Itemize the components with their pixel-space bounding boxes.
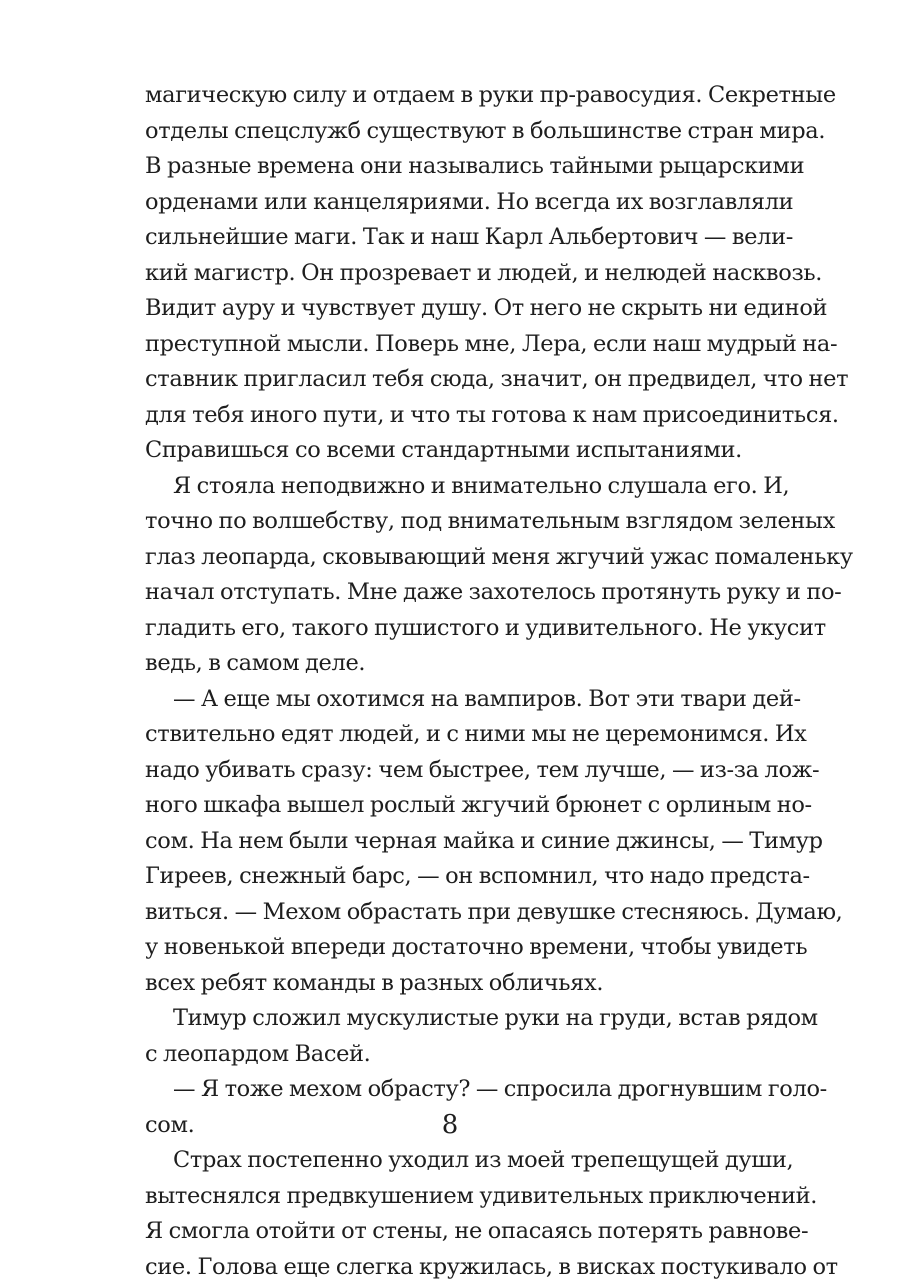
text-line: магическую силу и отдаем в руки пр-равосудия. Секретные (145, 78, 757, 114)
text-line: гладить его, такого пушистого и удивительного. Не укусит (145, 611, 757, 647)
text-line: точно по волшебству, под внимательным взглядом зеленых (145, 504, 757, 540)
text-line: сильнейшие маги. Так и наш Карл Альбертович — вели- (145, 220, 757, 256)
text-line: надо убивать сразу: чем быстрее, тем лучше, — из-за лож- (145, 753, 757, 789)
text-line: с леопардом Васей. (145, 1037, 757, 1073)
text-line: отделы спецслужб существуют в большинстве стран мира. (145, 114, 757, 150)
text-line: вытеснялся предвкушением удивительных приключений. (145, 1179, 757, 1215)
text-line: Я смогла отойти от стены, не опасаясь потерять равнове- (145, 1214, 757, 1250)
text-line: сом. (145, 1108, 757, 1144)
text-line: ствительно едят людей, и с ними мы не церемонимся. Их (145, 717, 757, 753)
text-line: ного шкафа вышел рослый жгучий брюнет с орлиным но- (145, 788, 757, 824)
text-line: — Я тоже мехом обрасту? — спросила дрогнувшим голо- (145, 1072, 757, 1108)
text-line: глаз леопарда, сковывающий меня жгучий ужас помаленьку (145, 540, 757, 576)
text-line: сие. Голова еще слегка кружилась, в висках постукивало от (145, 1250, 757, 1285)
text-line: начал отступать. Мне даже захотелось протянуть руку и по- (145, 575, 757, 611)
text-line: сом. На нем были черная майка и синие джинсы, — Тимур (145, 824, 757, 860)
text-line: орденами или канцеляриями. Но всегда их возглавляли (145, 185, 757, 221)
text-line: Справишься со всеми стандартными испытаниями. (145, 433, 757, 469)
text-line: у новенькой впереди достаточно времени, чтобы увидеть (145, 930, 757, 966)
text-line: ведь, в самом деле. (145, 646, 757, 682)
text-line: Гиреев, снежный барс, — он вспомнил, что надо предста- (145, 859, 757, 895)
text-line: всех ребят команды в разных обличьях. (145, 966, 757, 1002)
text-line: виться. — Мехом обрастать при девушке стесняюсь. Думаю, (145, 895, 757, 931)
text-line: Я стояла неподвижно и внимательно слушала его. И, (145, 469, 757, 505)
text-line: ставник пригласил тебя сюда, значит, он предвидел, что нет (145, 362, 757, 398)
text-line: для тебя иного пути, и что ты готова к нам присоединиться. (145, 398, 757, 434)
text-line: Видит ауру и чувствует душу. От него не скрыть ни единой (145, 291, 757, 327)
text-line: В разные времена они назывались тайными рыцарскими (145, 149, 757, 185)
body-text (145, 78, 757, 1285)
text-line: преступной мысли. Поверь мне, Лера, если наш мудрый на- (145, 327, 757, 363)
text-line: — А еще мы охотимся на вампиров. Вот эти твари дей- (145, 682, 757, 718)
text-line: кий магистр. Он прозревает и людей, и нелюдей насквозь. (145, 256, 757, 292)
text-line: Страх постепенно уходил из моей трепещущей души, (145, 1143, 757, 1179)
text-line: Тимур сложил мускулистые руки на груди, встав рядом (145, 1001, 757, 1037)
page-number: 8 (0, 1110, 900, 1140)
